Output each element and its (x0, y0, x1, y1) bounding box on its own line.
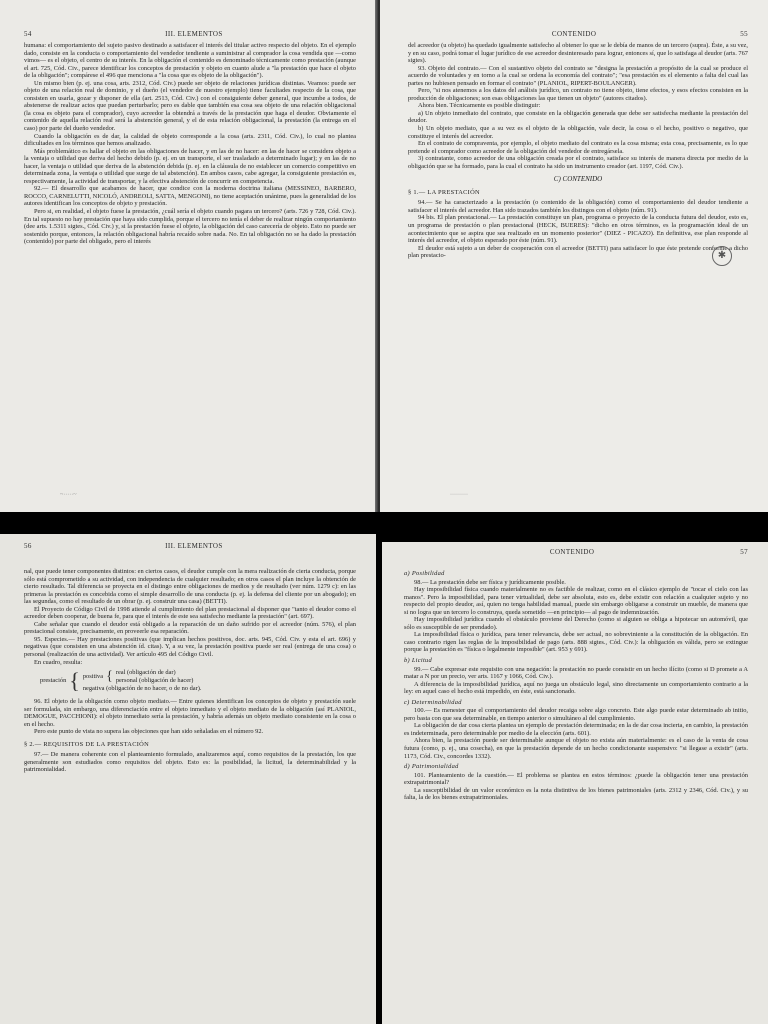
paragraph: Un mismo bien (p. ej. una cosa, arts. 2312, Cód. Civ.) puede ser objeto de relaciones jurídicas distintas. Veamos: puede ser objeto de una relación real de dominio, y el dueño (el vendedor de nuestro ejemplo) tiene facultades respecto de la cosa, que consisten en usarla, gozar y disponer de ella (art. 2513, Cód. Civ.) con el consiguiente deber general, que incumbe a todos, de abstenerse de realizar actos que puedan perturbarlo; pero es dable que también esa cosa sea objeto de una relación obligacional (la cosa es objeto para el comprador), cuyo acreedor la obtendrá a través de la prestación que haga el deudor. Obviamente el contenido de aquella relación real será la abstención general, y el de esta relación obligacional, la prestación (la entrega en el caso) por parte del dueño vendedor. (24, 79, 356, 133)
paragraph: 94 bis. El plan prestacional.— La prestación constituye un plan, programa o proyecto de la conducta futura del deudor, esto es, un programa de prestación o plan prestacional (HECK, BUERES): "dicho en otros términos, es la programación ideal de un acontecimiento que se aspira que sea realizado en un momento posterior" (DIEZ - PICAZO). En definitiva, ese plan responde al interés del acreedor, el objeto esperado por éste (núm. 91). (408, 214, 748, 245)
paragraph: del acreedor (u objeto) ha quedado igualmente satisfecho al obtener lo que se le debía de manos de un tercero (supra). Éste, a su vez, y en su caso, podrá tomar el lugar jurídico de ese acreedor desinteresado para lograr, entonces sí, que lo satisfaga al deudor (arts. 767 sigtes). (408, 42, 748, 65)
running-title: III. ELEMENTOS (165, 542, 223, 550)
running-title: CONTENIDO (549, 548, 595, 556)
subsection-heading: d) Patrimonialidad (404, 763, 459, 771)
handwritten-star-icon: ✱ (712, 246, 732, 266)
running-head (24, 542, 356, 550)
running-title: III. ELEMENTOS (165, 30, 223, 38)
paragraph: En cuadro, resulta: (34, 658, 83, 666)
paragraph: La imposibilidad física o jurídica, para tener relevancia, debe ser actual, no sobreviniente a la constitución de la obligación. En caso contrario rigen las reglas de la imposibilidad de pago (arts. 888 sigtes., Cód. Civ.): la obligación es válida, pero se extingue porque la prestación es "física o legalmente imposible" (art. 953 y 691). (404, 631, 748, 654)
paragraph: El Proyecto de Código Civil de 1998 atiende al cumplimiento del plan prestacional al disponer que "tanto el deudor como el acreedor deben cooperar, de buena fe, para que el interés de este sea satisfecho mediante la prestación" (art. 697). (24, 605, 356, 621)
paragraph: Hay imposibilidad jurídica cuando el obstáculo proviene del Derecho (como si alguien se obliga a hipotecar un automóvil, que sólo es susceptible de ser prendado). (404, 616, 748, 631)
running-head (404, 548, 748, 556)
page-body-text (24, 42, 356, 246)
paragraph: Cuando la obligación es de dar, la calidad de objeto corresponde a la cosa (arts. 2311, Cód. Civ.), lo cual no plantea dificultades en los términos que hemos analizado. (24, 132, 356, 148)
paragraph: Pero este punto de vista no supera las objeciones que han sido señaladas en el número 92. (34, 728, 264, 736)
paragraph: Más problemático es hallar el objeto en las obligaciones de hacer, y en las de no hacer: en las de hacer se considera objeto a la ventaja o utilidad que deriva del hecho debido (p. ej. en un transporte, el ser trasladado a determinado lugar); y en las de no hacer, la ventaja o utilidad que deriva de la abstención debida (p. ej. en la cláusula de no establecer un comercio competitivo en determinada zona, la ventaja o utilidad que surge de tal abstención). En ambos casos, cabe agregar, la consiguiente prestación es, respectivamente, la actividad de transportar, y la efectiva abstención de concurrir en competencia. (24, 147, 356, 185)
scheme-positive: positiva (82, 673, 104, 681)
paragraph: En el contrato de compraventa, por ejemplo, el objeto mediato del contrato es la cosa misma; esta cosa, precisamente, es lo que pretende el comprador como acreedor de la obligación del vendedor de entregársela. (408, 140, 748, 155)
running-head (24, 30, 356, 38)
page-57 (382, 542, 768, 1024)
paragraph: Cabe señalar que cuando el deudor está obligado a la reparación de un daño sufrido por el acreedor (núm. 576), el plan prestacional consiste, precisamente, en proveerle esa reparación. (24, 620, 356, 636)
page-body-text (408, 42, 748, 260)
paragraph: A diferencia de la imposibilidad jurídica, aquí no juega un obstáculo legal, sino directamente un comportamiento contrario a la ley: en aquel caso el hecho está impedido, en éste, está sancionado. (404, 680, 748, 696)
paragraph: a) Un objeto inmediato del contrato, que consiste en la obligación generada que debe ser satisfecha mediante la prestación del deudor. (408, 109, 748, 125)
paragraph: 95. Especies.— Hay prestaciones positivas (que implican hechos positivos, doc. arts. 945, Cód. Civ. y esta el art. 696) y negativas (que consisten en una abstención íd. citas). Y, a su vez, la prestación positiva puede ser real (entrega de una cosa) o personal (realización de una actividad). Ver artículo 495 del Código Civil. (24, 635, 356, 659)
paragraph: Hay imposibilidad física cuando materialmente no es factible de realizar, como en el clásico ejemplo de "tocar el cielo con las manos". Pero la imposibilidad, para tener virtualidad, debe ser absoluta, esto es, debe existir con relación a cualquier sujeto y no respecto del propio deudor, así, quien no tenga habilidad manual, puede sin embargo obligarse a construir un mueble, de manera que si no logra que un tercero lo construya, queda sometido —en principio— al pago de indemnización. (404, 586, 748, 616)
paragraph: Pero, "si nos atenemos a los datos del análisis jurídico, un contrato no tiene objeto, tiene efectos, y esos efectos consisten en la producción de obligaciones; son esas obligaciones las que tienen un objeto" (autores citados). (408, 87, 748, 102)
paragraph: 3) contratante, como acreedor de una obligación creada por el contrato, satisface su interés de manera directa por medio de la obligación que se ha formado, para la cual el contrato ha sido un instrumento creador (art. 1197, Cód. Civ.). (408, 155, 748, 170)
paragraph: Ahora bien, la prestación puede ser determinable aunque el objeto no exista aún materialmente: es el caso de la venta de cosa futura (como, p. ej., una cosecha), en que la prestación depende de un hecho condicionante suspensivo: "si llegase a existir" (arts. 1173, Cód. Civ., concordes 1332). (404, 737, 748, 760)
brace-icon: { (69, 668, 80, 694)
page-body-text (404, 570, 748, 802)
paragraph: 92.— El desarrollo que acabamos de hacer, que condice con la moderna doctrina italiana (MESSINEO, BARBERO, ROCCO, CARNELUTTI, NICOLÓ, ANDREOLI, SATTA, MENGONI), no tiene aceptación unánime, pues la generalidad de los autores identifican los conceptos de objeto y prestación. (24, 185, 356, 208)
page-56 (0, 534, 376, 1024)
paragraph: 99.— Cabe expresar este requisito con una negación: la prestación no puede consistir en un hecho ilícito (como si D promete a A matar a N por un precio, ver arts. 1167 y 1066, Cód. Civ.). (404, 665, 748, 681)
classification-scheme (40, 669, 356, 693)
scheme-personal: personal (obligación de hacer) (115, 677, 194, 685)
paragraph: 94.— Se ha caracterizado a la prestación (o contenido de la obligación) como el comportamiento del deudor tendiente a satisfacer el interés del acreedor. Han sido trazados también los distingos con el objeto (núm. 91). (408, 199, 748, 214)
paragraph: 100.— Es menester que el comportamiento del deudor recaiga sobre algo concreto. Este algo puede estar determinado ab initio, pero basta con que sea determinable, en tiempo anterior o simultáneo al del cumplimiento. (404, 707, 748, 722)
paragraph: 96. El objeto de la obligación como objeto mediato.— Entre quienes identifican los conceptos de objeto y prestación suele ser formulada, sin embargo, una diferenciación entre el objeto inmediato y el objeto mediato de la obligación (así PLANIOL, DEMOGUE, PACCHIONI): el objeto inmediato sería la prestación, y habría además un objeto mediato consistente en la cosa o en el hecho. (24, 698, 356, 728)
page-55 (380, 0, 768, 512)
scheme-root: prestación (40, 677, 67, 685)
brace-icon: { (106, 669, 113, 685)
paragraph: b) Un objeto mediato, que a su vez es el objeto de la obligación, vale decir, la cosa o el hecho, positivo o negativo, que constituye el interés del acreedor. (408, 125, 748, 140)
running-head (408, 30, 748, 38)
subsection-heading: c) Determinabilidad (404, 698, 462, 706)
paragraph: Pero si, en realidad, el objeto fuese la prestación, ¿cuál sería el objeto cuando pagara un tercero? (arts. 726 y 728, Cód. Civ.). En tal supuesto no hay prestación que haya sido cumplida, porque el tercero no tenía el deber de realizar ningún comportamiento (dee arts. 1.5311 sigtes., Cód. Civ.) y, si la prestación fuese el objeto, la obligación del caso carecería de objeto. Esto no puede ser sostenido porque, entonces, la relación obligacional habría recaído sobre nada. No. En tal obligación no se ha dado la prestación (contenido) por parte del obligado, pero el interés (24, 208, 356, 246)
paragraph: 98.— La prestación debe ser física y jurídicamente posible. (414, 578, 566, 586)
scheme-negative: negativa (obligación de no hacer, o de no dar). (82, 685, 202, 693)
subsection-heading: § 1.— LA PRESTACIÓN (408, 188, 480, 196)
paragraph: El deudor está sujeto a un deber de cooperación con el acreedor (BETTI) para satisfacer lo que éste pretende conforme a dicho plan prestacio- (408, 244, 748, 260)
scan-artifact: ········· (450, 492, 468, 498)
paragraph: 101. Planteamiento de la cuestión.— El problema se plantea en estos términos: ¿puede la obligación tener una prestación extrapatrimonial? (404, 771, 748, 787)
paragraph: Ahora bien. Técnicamente es posible distinguir: (418, 102, 541, 110)
subsection-heading: § 2.— REQUISITOS DE LA PRESTACIÓN (24, 740, 150, 748)
page-number: 56 (24, 542, 32, 550)
scan-artifact: ~·····~ (60, 492, 77, 498)
paragraph: 93. Objeto del contrato.— Con el sustantivo objeto del contrato se "designa la prestación a propósito de la cual se produce el acuerdo de voluntades y en torno a la cual se ordena la economía del contrato"; "esa prestación es el elemento a falta del cual las partes no hubiesen pensado en formar el contrato" (PLANIOL, RIPERT-BOULANGER). (408, 64, 748, 87)
page-number: 54 (24, 30, 32, 38)
paragraph: 97.— De manera coherente con el planteamiento formulado, analizaremos aquí, como requisitos de la prestación, los que generalmente son estudiados como requisitos del objeto. Esto es: la posibilidad, la licitud, la determinabilidad y la patrimonialidad. (24, 751, 356, 774)
subsection-heading: b) Licitud (404, 657, 433, 665)
page-number: 55 (740, 30, 748, 38)
section-heading: C) CONTENIDO (553, 175, 603, 184)
page-54 (0, 0, 376, 512)
page-body-text (24, 568, 356, 774)
paragraph: humana: el comportamiento del sujeto pasivo destinado a satisfacer el interés del titular activo respecto del objeto. En el ejemplo dado, consiste en la conducta o comportamiento del vendedor tendiente a suministrar al comprador la cosa vendida que —como vimos— es el objeto, el centro de su interés. En la obligación el contenido es denominado técnicamente como prestación (aunque el art. 725, Cód. Civ., parece identificar los conceptos de prestación y objeto en cuanto alude a "la prestación que hace el objeto de la obligación"; compárese el 496 que menciona a "la cosa que es objeto de la obligación"). (24, 42, 356, 80)
paragraph: La obligación de dar cosa cierta plantea un ejemplo de prestación determinada; en la de dar cosa incierta, en cambio, la prestación es indeterminada, pero determinable por medio de la elección (arts. 601). (404, 722, 748, 737)
paragraph: La susceptibilidad de un valor económico es la nota distintiva de los bienes patrimoniales (arts. 2312 y 2346, Cód. Civ.), y su falta, la de los bienes extrapatrimoniales. (404, 786, 748, 802)
bottom-page-spread (0, 512, 768, 1024)
subsection-heading: a) Posibilidad (404, 570, 445, 577)
paragraph: nal, que puede tener componentes distintos: en ciertos casos, el deudor cumple con la mera realización de cierta conducta, porque sólo está comprometido a su actividad, con independencia de cualquier resultado; en otros casos el plan incluye la obtención de cierto resultado. Tal diferencia se proyecta en el distingo entre obligaciones de medios y de resultado (ver núm. 1279 c): en las primeras la prestación es concebida como el simple desarrollo de una conducta (p. ej. la defensa del cliente por un abogado); en las segundas, como el resultado de un obrar (p. ej. construir una casa) (BETTI). (24, 568, 356, 606)
scheme-real: real (obligación de dar) (115, 669, 176, 677)
running-title: CONTENIDO (551, 30, 597, 38)
page-number: 57 (740, 548, 748, 556)
